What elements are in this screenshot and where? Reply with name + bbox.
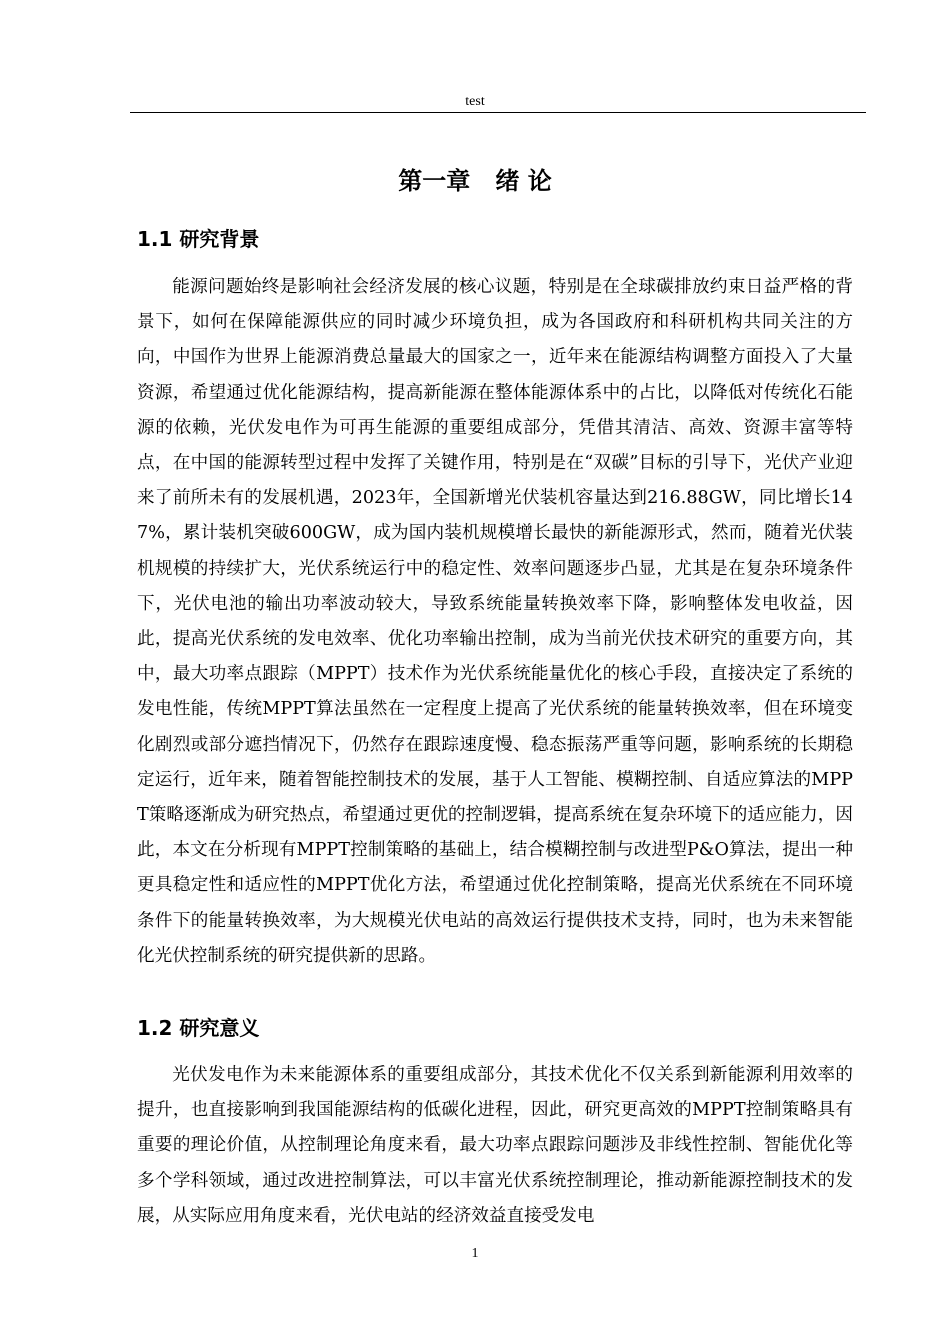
section-paragraph-background: 能源问题始终是影响社会经济发展的核心议题，特别是在全球碳排放约束日益严格的背景下，如何在保障能源供应的同时减少环境负担，成为各国政府和科研机构共同关注的方向，中国作为世界上能源消费总量最大的国家之一，近年来在能源结构调整方面投入了大量资源，希望通过优化能源结构，提高新能源在整体能源体系中的占比，以降低对传统化石能源的依赖，光伏发电作为可再生能源的重要组成部分，凭借其清洁、高效、资源丰富等特点，在中国的能源转型过程中发挥了关键作用，特别是在“双碳”目标的引导下，光伏产业迎来了前所未有的发展机遇，2023年，全国新增光伏装机容量达到216.88GW，同比增长147%，累计装机突破600GW，成为国内装机规模增长最快的新能源形式，然而，随着光伏装机规模的持续扩大，光伏系统运行中的稳定性、效率问题逐步凸显，尤其是在复杂环境条件下，光伏电池的输出功率波动较大，导致系统能量转换效率下降，影响整体发电收益，因此，提高光伏系统的发电效率、优化功率输出控制，成为当前光伏技术研究的重要方向，其中，最大功率点跟踪（MPPT）技术作为光伏系统能量优化的核心手段，直接决定了系统的发电性能，传统MPPT算法虽然在一定程度上提高了光伏系统的能量转换效率，但在环境变化剧烈或部分遮挡情况下，仍然存在跟踪速度慢、稳态振荡严重等问题，影响系统的长期稳定运行，近年来，随着智能控制技术的发展，基于人工智能、模糊控制、自适应算法的MPPT策略逐渐成为研究热点，希望通过更优的控制逻辑，提高系统在复杂环境下的适应能力，因此，本文在分析现有MPPT控制策略的基础上，结合模糊控制与改进型P&O算法，提出一种更具稳定性和适应性的MPPT优化方法，希望通过优化控制策略，提高光伏系统在不同环境条件下的能量转换效率，为大规模光伏电站的高效运行提供技术支持，同时，也为未来智能化光伏控制系统的研究提供新的思路。 xyxy=(137,277,853,966)
page-number: 1 xyxy=(471,1246,479,1261)
section-paragraph-significance: 光伏发电作为未来能源体系的重要组成部分，其技术优化不仅关系到新能源利用效率的提升，也直接影响到我国能源结构的低碳化进程，因此，研究更高效的MPPT控制策略具有重要的理论价值，从控制理论角度来看，最大功率点跟踪问题涉及非线性控制、智能优化等多个学科领域，通过改进控制算法，可以丰富光伏系统控制理论，推动新能源控制技术的发展，从实际应用角度来看，光伏电站的经济效益直接受发电 xyxy=(137,1065,853,1226)
header-divider xyxy=(130,112,866,113)
section-heading-background: 1.1 研究背景 xyxy=(137,227,260,251)
chapter-title: 第一章 绪 论 xyxy=(398,167,552,195)
section-heading-significance: 1.2 研究意义 xyxy=(137,1016,260,1040)
running-header: test xyxy=(465,94,485,109)
